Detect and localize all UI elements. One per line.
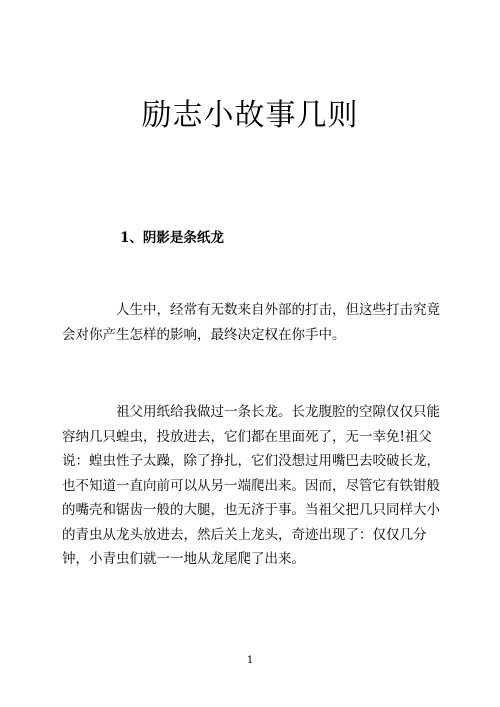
paragraph-1-text: 人生中，经常有无数来自外部的打击，但这些打击究竟会对你产生怎样的影响，最终决定权在你手中。 [62, 302, 440, 343]
paragraph-1 [62, 298, 440, 347]
paragraph-2-text: 祖父用纸给我做过一条长龙。长龙腹腔的空隙仅仅只能容纳几只蝗虫，投放进去，它们都在里面死了，无一幸免!祖父说：蝗虫性子太躁，除了挣扎，它们没想过用嘴巴去咬破长龙，也不知道一直向前可以从另一端爬出来。因而，尽管它有铁钳般的嘴壳和锯齿一般的大腿，也无济于事。当祖父把几只同样大小的青虫从龙头放进去，然后关上龙头，奇迹出现了：仅仅几分钟，小青虫们就一一地从龙尾爬了出来。 [62, 404, 440, 567]
page-number: 1 [246, 655, 254, 666]
paragraph-2 [62, 400, 440, 572]
document-title: 励志小故事几则 [141, 98, 359, 133]
section-heading: 1、阴影是条纸龙 [120, 230, 224, 246]
